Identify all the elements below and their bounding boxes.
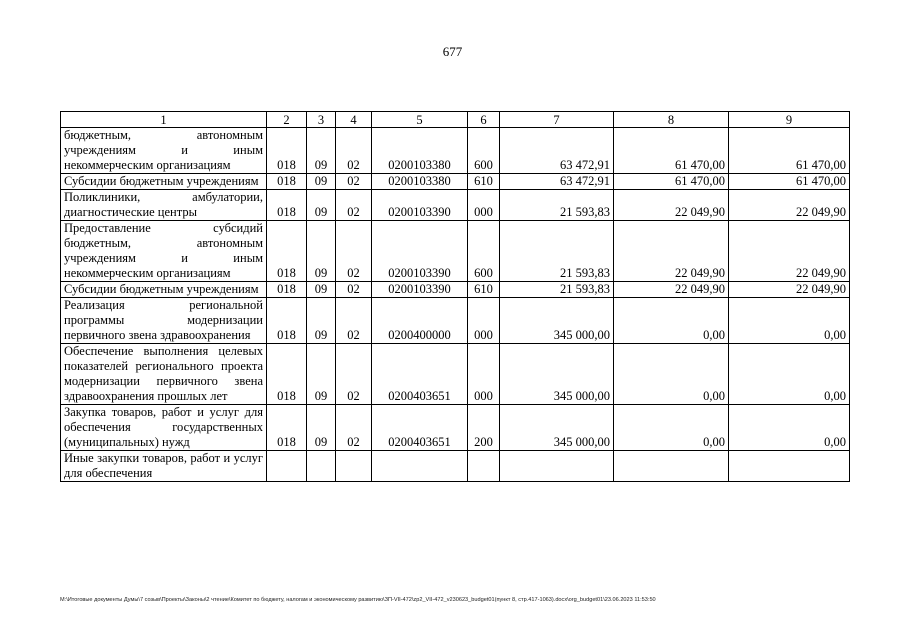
expense-type-cell — [468, 451, 500, 482]
amount-col7-cell: 345 000,00 — [500, 405, 614, 451]
amount-col9-cell: 61 470,00 — [729, 128, 850, 174]
footer-file-path: M:\Итоговые документы Думы\7 созыв\Проекты\Законы\2 чтение\Комитет по бюджету, налогам и экономическому развитию\ЗП-VII-472\zp2_VII-472_v230623_budget01(пункт 8, стр.417-1063).docx\org_budget01\23.06.2023 11:53:50 — [60, 597, 656, 603]
subsection-code-cell: 02 — [336, 282, 372, 298]
amount-col7-cell: 345 000,00 — [500, 298, 614, 344]
target-article-cell: 0200400000 — [372, 298, 468, 344]
ministry-code-cell: 018 — [267, 405, 307, 451]
amount-col7-cell: 63 472,91 — [500, 128, 614, 174]
amount-col8-cell: 0,00 — [614, 298, 729, 344]
amount-col8-cell — [614, 451, 729, 482]
table-row — [61, 221, 850, 282]
ministry-code-cell: 018 — [267, 221, 307, 282]
amount-col9-cell: 0,00 — [729, 344, 850, 405]
amount-col9-cell — [729, 451, 850, 482]
table-row — [61, 128, 850, 174]
expense-type-cell: 610 — [468, 174, 500, 190]
subsection-code-cell: 02 — [336, 221, 372, 282]
row-name-cell: Предоставление субсидий бюджетным, автономным учреждениям и иным некоммерческим организациям — [61, 221, 267, 282]
expense-type-cell: 600 — [468, 128, 500, 174]
page-number: 677 — [442, 44, 463, 59]
ministry-code-cell: 018 — [267, 344, 307, 405]
header-col-6: 6 — [468, 112, 500, 128]
target-article-cell: 0200103390 — [372, 282, 468, 298]
subsection-code-cell: 02 — [336, 298, 372, 344]
subsection-code-cell: 02 — [336, 344, 372, 405]
ministry-code-cell: 018 — [267, 190, 307, 221]
section-code-cell: 09 — [307, 190, 336, 221]
section-code-cell: 09 — [307, 298, 336, 344]
amount-col9-cell: 22 049,90 — [729, 190, 850, 221]
subsection-code-cell: 02 — [336, 128, 372, 174]
header-col-1: 1 — [61, 112, 267, 128]
table-row — [61, 174, 850, 190]
subsection-code-cell: 02 — [336, 174, 372, 190]
target-article-cell: 0200103380 — [372, 128, 468, 174]
amount-col8-cell: 61 470,00 — [614, 128, 729, 174]
section-code-cell: 09 — [307, 282, 336, 298]
target-article-cell: 0200403651 — [372, 344, 468, 405]
header-col-3: 3 — [307, 112, 336, 128]
amount-col7-cell — [500, 451, 614, 482]
amount-col9-cell: 22 049,90 — [729, 282, 850, 298]
expense-type-cell: 000 — [468, 190, 500, 221]
expense-type-cell: 000 — [468, 344, 500, 405]
section-code-cell: 09 — [307, 128, 336, 174]
budget-table — [60, 111, 850, 482]
table-row — [61, 405, 850, 451]
ministry-code-cell: 018 — [267, 128, 307, 174]
target-article-cell: 0200103390 — [372, 221, 468, 282]
ministry-code-cell: 018 — [267, 298, 307, 344]
expense-type-cell: 610 — [468, 282, 500, 298]
section-code-cell — [307, 451, 336, 482]
amount-col8-cell: 0,00 — [614, 344, 729, 405]
section-code-cell: 09 — [307, 174, 336, 190]
header-col-7: 7 — [500, 112, 614, 128]
ministry-code-cell — [267, 451, 307, 482]
row-name-cell: Обеспечение выполнения целевых показателей регионального проекта модернизации первичного звена здравоохранения прошлых лет — [61, 344, 267, 405]
row-name-cell: бюджетным, автономным учреждениям и иным некоммерческим организациям — [61, 128, 267, 174]
subsection-code-cell: 02 — [336, 405, 372, 451]
header-col-9: 9 — [729, 112, 850, 128]
row-name-cell: Реализация региональной программы модернизации первичного звена здравоохранения — [61, 298, 267, 344]
target-article-cell — [372, 451, 468, 482]
section-code-cell: 09 — [307, 405, 336, 451]
ministry-code-cell: 018 — [267, 282, 307, 298]
expense-type-cell: 600 — [468, 221, 500, 282]
table-row — [61, 298, 850, 344]
amount-col8-cell: 22 049,90 — [614, 282, 729, 298]
ministry-code-cell: 018 — [267, 174, 307, 190]
row-name-cell: Поликлиники, амбулатории, диагностические центры — [61, 190, 267, 221]
table-row — [61, 190, 850, 221]
expense-type-cell: 200 — [468, 405, 500, 451]
amount-col7-cell: 21 593,83 — [500, 221, 614, 282]
subsection-code-cell — [336, 451, 372, 482]
amount-col7-cell: 21 593,83 — [500, 282, 614, 298]
row-name-cell: Иные закупки товаров, работ и услуг для обеспечения — [61, 451, 267, 482]
header-col-4: 4 — [336, 112, 372, 128]
target-article-cell: 0200103380 — [372, 174, 468, 190]
table-row — [61, 282, 850, 298]
amount-col8-cell: 61 470,00 — [614, 174, 729, 190]
amount-col7-cell: 345 000,00 — [500, 344, 614, 405]
amount-col8-cell: 22 049,90 — [614, 221, 729, 282]
amount-col9-cell: 0,00 — [729, 298, 850, 344]
target-article-cell: 0200103390 — [372, 190, 468, 221]
amount-col9-cell: 22 049,90 — [729, 221, 850, 282]
amount-col9-cell: 0,00 — [729, 405, 850, 451]
row-name-cell: Субсидии бюджетным учреждениям — [61, 282, 267, 298]
row-name-cell: Субсидии бюджетным учреждениям — [61, 174, 267, 190]
section-code-cell: 09 — [307, 221, 336, 282]
row-name-cell: Закупка товаров, работ и услуг для обеспечения государственных (муниципальных) нужд — [61, 405, 267, 451]
expense-type-cell: 000 — [468, 298, 500, 344]
table-row — [61, 451, 850, 482]
section-code-cell: 09 — [307, 344, 336, 405]
header-col-8: 8 — [614, 112, 729, 128]
subsection-code-cell: 02 — [336, 190, 372, 221]
header-col-2: 2 — [267, 112, 307, 128]
amount-col8-cell: 22 049,90 — [614, 190, 729, 221]
table-row — [61, 344, 850, 405]
amount-col8-cell: 0,00 — [614, 405, 729, 451]
header-col-5: 5 — [372, 112, 468, 128]
amount-col9-cell: 61 470,00 — [729, 174, 850, 190]
amount-col7-cell: 21 593,83 — [500, 190, 614, 221]
header-row — [61, 112, 850, 128]
amount-col7-cell: 63 472,91 — [500, 174, 614, 190]
target-article-cell: 0200403651 — [372, 405, 468, 451]
